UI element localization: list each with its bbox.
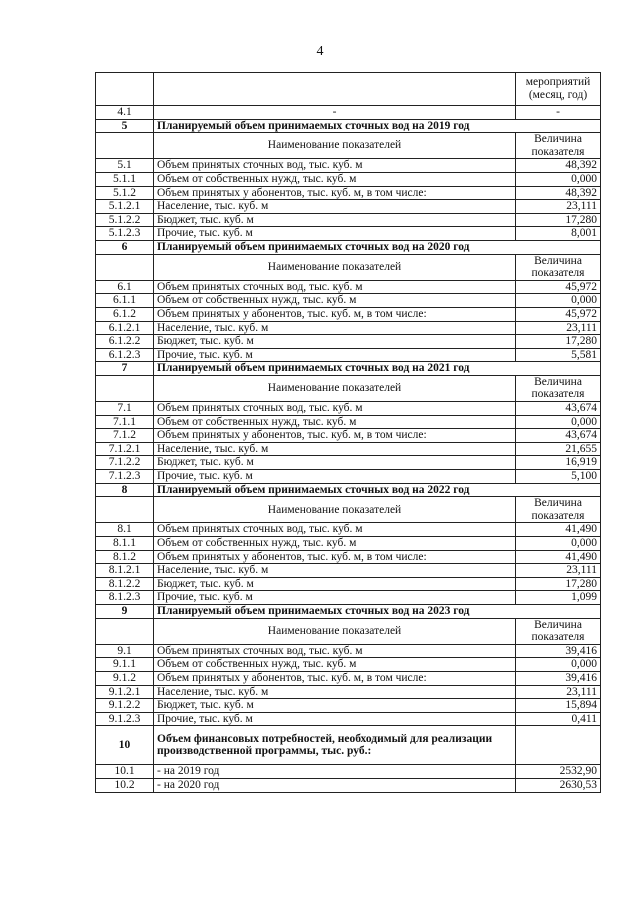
row-name: Прочие, тыс. куб. м	[154, 712, 516, 726]
empty-cell	[154, 73, 516, 106]
row-number: 9.1.1	[96, 658, 154, 672]
table-header-row	[96, 73, 601, 106]
section-title: Планируемый объем принимаемых сточных вод на 2021 год	[154, 362, 601, 376]
row-name: Прочие, тыс. куб. м	[154, 348, 516, 362]
row-name: Объем принятых сточных вод, тыс. куб. м	[154, 523, 516, 537]
row-value: 43,674	[516, 429, 601, 443]
section-number: 5	[96, 119, 154, 133]
row-number: 5.1.2.3	[96, 227, 154, 241]
row-number: 5.1.2.2	[96, 213, 154, 227]
row-value: 1,099	[516, 591, 601, 605]
row-number: 7.1.2.2	[96, 456, 154, 470]
section-title: Объем финансовых потребностей, необходимый для реализации производственной программы, тыс. руб.:	[154, 726, 516, 765]
row-value: 0,000	[516, 537, 601, 551]
row-name: Бюджет, тыс. куб. м	[154, 213, 516, 227]
row-number: 6.1.2.2	[96, 335, 154, 349]
table-row	[96, 159, 601, 173]
section-title: Планируемый объем принимаемых сточных вод на 2020 год	[154, 240, 601, 254]
section-title: Планируемый объем принимаемых сточных вод на 2019 год	[154, 119, 601, 133]
table-row	[96, 537, 601, 551]
row-name: Прочие, тыс. куб. м	[154, 591, 516, 605]
row-value: 23,111	[516, 564, 601, 578]
row-value: 0,000	[516, 172, 601, 186]
row-name: Население, тыс. куб. м	[154, 442, 516, 456]
row-value: 41,490	[516, 550, 601, 564]
row-number: 6.1	[96, 280, 154, 294]
value-header: Величина показателя	[516, 133, 601, 159]
table-row	[96, 685, 601, 699]
table-row	[96, 348, 601, 362]
table-row	[96, 227, 601, 241]
row-number: 6.1.1	[96, 294, 154, 308]
empty-cell	[516, 726, 601, 765]
section-title: Планируемый объем принимаемых сточных вод на 2023 год	[154, 604, 601, 618]
section-title-row	[96, 240, 601, 254]
table-row	[96, 550, 601, 564]
column-header-row	[96, 375, 601, 401]
row-value: 0,000	[516, 658, 601, 672]
row-value: 48,392	[516, 186, 601, 200]
row-value: 17,280	[516, 213, 601, 227]
row-value: 5,100	[516, 470, 601, 484]
row-value: 39,416	[516, 671, 601, 685]
table-row	[96, 712, 601, 726]
row-value: 23,111	[516, 200, 601, 214]
table-row	[96, 577, 601, 591]
row-value: 39,416	[516, 644, 601, 658]
row-number: 7.1.2.1	[96, 442, 154, 456]
table-row	[96, 172, 601, 186]
table-row	[96, 429, 601, 443]
empty-cell	[96, 497, 154, 523]
row-number: 5.1	[96, 159, 154, 173]
value-header: Величина показателя	[516, 497, 601, 523]
section-number: 7	[96, 362, 154, 376]
table-row	[96, 699, 601, 713]
row-name: Объем принятых у абонентов, тыс. куб. м, в том числе:	[154, 671, 516, 685]
table-row	[96, 335, 601, 349]
row-value: 0,000	[516, 415, 601, 429]
row-number: 9.1.2.3	[96, 712, 154, 726]
section-title: Планируемый объем принимаемых сточных вод на 2022 год	[154, 483, 601, 497]
row-name: Прочие, тыс. куб. м	[154, 470, 516, 484]
table-row	[96, 671, 601, 685]
section-title-row	[96, 483, 601, 497]
row-number: 6.1.2.1	[96, 321, 154, 335]
row-value: 45,972	[516, 280, 601, 294]
row-name: Объем принятых сточных вод, тыс. куб. м	[154, 159, 516, 173]
row-name: -	[154, 106, 516, 120]
row-value: 15,894	[516, 699, 601, 713]
section-number: 10	[96, 726, 154, 765]
row-name: Прочие, тыс. куб. м	[154, 227, 516, 241]
row-number: 8.1.2.1	[96, 564, 154, 578]
section-title-row	[96, 604, 601, 618]
row-name: Объем принятых у абонентов, тыс. куб. м, в том числе:	[154, 186, 516, 200]
row-name: Объем принятых сточных вод, тыс. куб. м	[154, 644, 516, 658]
row-number: 5.1.2.1	[96, 200, 154, 214]
empty-cell	[96, 133, 154, 159]
column-header-row	[96, 133, 601, 159]
name-header: Наименование показателей	[154, 133, 516, 159]
row-value: 41,490	[516, 523, 601, 537]
table-row	[96, 442, 601, 456]
row-value: 45,972	[516, 307, 601, 321]
table-row	[96, 415, 601, 429]
row-name: Бюджет, тыс. куб. м	[154, 577, 516, 591]
name-header: Наименование показателей	[154, 375, 516, 401]
row-number: 8.1.1	[96, 537, 154, 551]
row-value: -	[516, 106, 601, 120]
row-number: 5.1.2	[96, 186, 154, 200]
table-row	[96, 106, 601, 120]
row-name: Объем принятых у абонентов, тыс. куб. м, в том числе:	[154, 307, 516, 321]
row-name: Бюджет, тыс. куб. м	[154, 456, 516, 470]
row-number: 7.1	[96, 402, 154, 416]
row-value: 23,111	[516, 321, 601, 335]
row-number: 8.1.2	[96, 550, 154, 564]
section-title-row	[96, 726, 601, 765]
row-value: 48,392	[516, 159, 601, 173]
row-value: 8,001	[516, 227, 601, 241]
row-name: Объем принятых сточных вод, тыс. куб. м	[154, 402, 516, 416]
table-row	[96, 200, 601, 214]
table-row	[96, 280, 601, 294]
name-header: Наименование показателей	[154, 497, 516, 523]
row-number: 8.1.2.3	[96, 591, 154, 605]
table-row	[96, 564, 601, 578]
column-header-row	[96, 618, 601, 644]
row-number: 10.2	[96, 778, 154, 792]
col3-header: мероприятий (месяц, год)	[516, 73, 601, 106]
row-value: 16,919	[516, 456, 601, 470]
row-value: 43,674	[516, 402, 601, 416]
row-value: 2630,53	[516, 778, 601, 792]
row-name: Объем от собственных нужд, тыс. куб. м	[154, 658, 516, 672]
value-header: Величина показателя	[516, 618, 601, 644]
row-value: 0,000	[516, 294, 601, 308]
row-number: 9.1.2.2	[96, 699, 154, 713]
row-value: 17,280	[516, 335, 601, 349]
row-name: Объем от собственных нужд, тыс. куб. м	[154, 415, 516, 429]
row-name: - на 2020 год	[154, 778, 516, 792]
row-number: 5.1.1	[96, 172, 154, 186]
table-row	[96, 402, 601, 416]
row-name: Бюджет, тыс. куб. м	[154, 699, 516, 713]
row-value: 23,111	[516, 685, 601, 699]
row-name: Объем принятых сточных вод, тыс. куб. м	[154, 280, 516, 294]
row-number: 7.1.1	[96, 415, 154, 429]
row-name: Бюджет, тыс. куб. м	[154, 335, 516, 349]
wastewater-table	[95, 72, 601, 793]
table-row	[96, 294, 601, 308]
row-number: 10.1	[96, 765, 154, 779]
table-row	[96, 321, 601, 335]
row-name: Объем от собственных нужд, тыс. куб. м	[154, 294, 516, 308]
empty-cell	[96, 618, 154, 644]
row-value: 21,655	[516, 442, 601, 456]
table-row	[96, 470, 601, 484]
table-row	[96, 644, 601, 658]
table-row	[96, 658, 601, 672]
section-number: 8	[96, 483, 154, 497]
empty-cell	[96, 375, 154, 401]
table-row	[96, 186, 601, 200]
table-row	[96, 591, 601, 605]
row-number: 9.1.2.1	[96, 685, 154, 699]
row-value: 17,280	[516, 577, 601, 591]
section-title-row	[96, 119, 601, 133]
table-row	[96, 765, 601, 779]
section-number: 9	[96, 604, 154, 618]
column-header-row	[96, 254, 601, 280]
row-name: - на 2019 год	[154, 765, 516, 779]
row-name: Объем принятых у абонентов, тыс. куб. м, в том числе:	[154, 429, 516, 443]
column-header-row	[96, 497, 601, 523]
section-number: 6	[96, 240, 154, 254]
row-name: Объем принятых у абонентов, тыс. куб. м, в том числе:	[154, 550, 516, 564]
empty-cell	[96, 254, 154, 280]
row-number: 9.1.2	[96, 671, 154, 685]
name-header: Наименование показателей	[154, 254, 516, 280]
table-row	[96, 213, 601, 227]
table-row	[96, 456, 601, 470]
row-number: 8.1.2.2	[96, 577, 154, 591]
row-name: Население, тыс. куб. м	[154, 321, 516, 335]
row-number: 4.1	[96, 106, 154, 120]
table-row	[96, 523, 601, 537]
row-name: Население, тыс. куб. м	[154, 200, 516, 214]
row-name: Население, тыс. куб. м	[154, 564, 516, 578]
row-name: Население, тыс. куб. м	[154, 685, 516, 699]
row-number: 6.1.2	[96, 307, 154, 321]
table-row	[96, 778, 601, 792]
row-name: Объем от собственных нужд, тыс. куб. м	[154, 537, 516, 551]
row-name: Объем от собственных нужд, тыс. куб. м	[154, 172, 516, 186]
row-value: 2532,90	[516, 765, 601, 779]
table-row	[96, 307, 601, 321]
row-value: 0,411	[516, 712, 601, 726]
row-value: 5,581	[516, 348, 601, 362]
page-number: 4	[316, 44, 324, 59]
section-title-row	[96, 362, 601, 376]
row-number: 9.1	[96, 644, 154, 658]
row-number: 7.1.2.3	[96, 470, 154, 484]
empty-cell	[96, 73, 154, 106]
name-header: Наименование показателей	[154, 618, 516, 644]
value-header: Величина показателя	[516, 254, 601, 280]
value-header: Величина показателя	[516, 375, 601, 401]
row-number: 8.1	[96, 523, 154, 537]
row-number: 6.1.2.3	[96, 348, 154, 362]
row-number: 7.1.2	[96, 429, 154, 443]
